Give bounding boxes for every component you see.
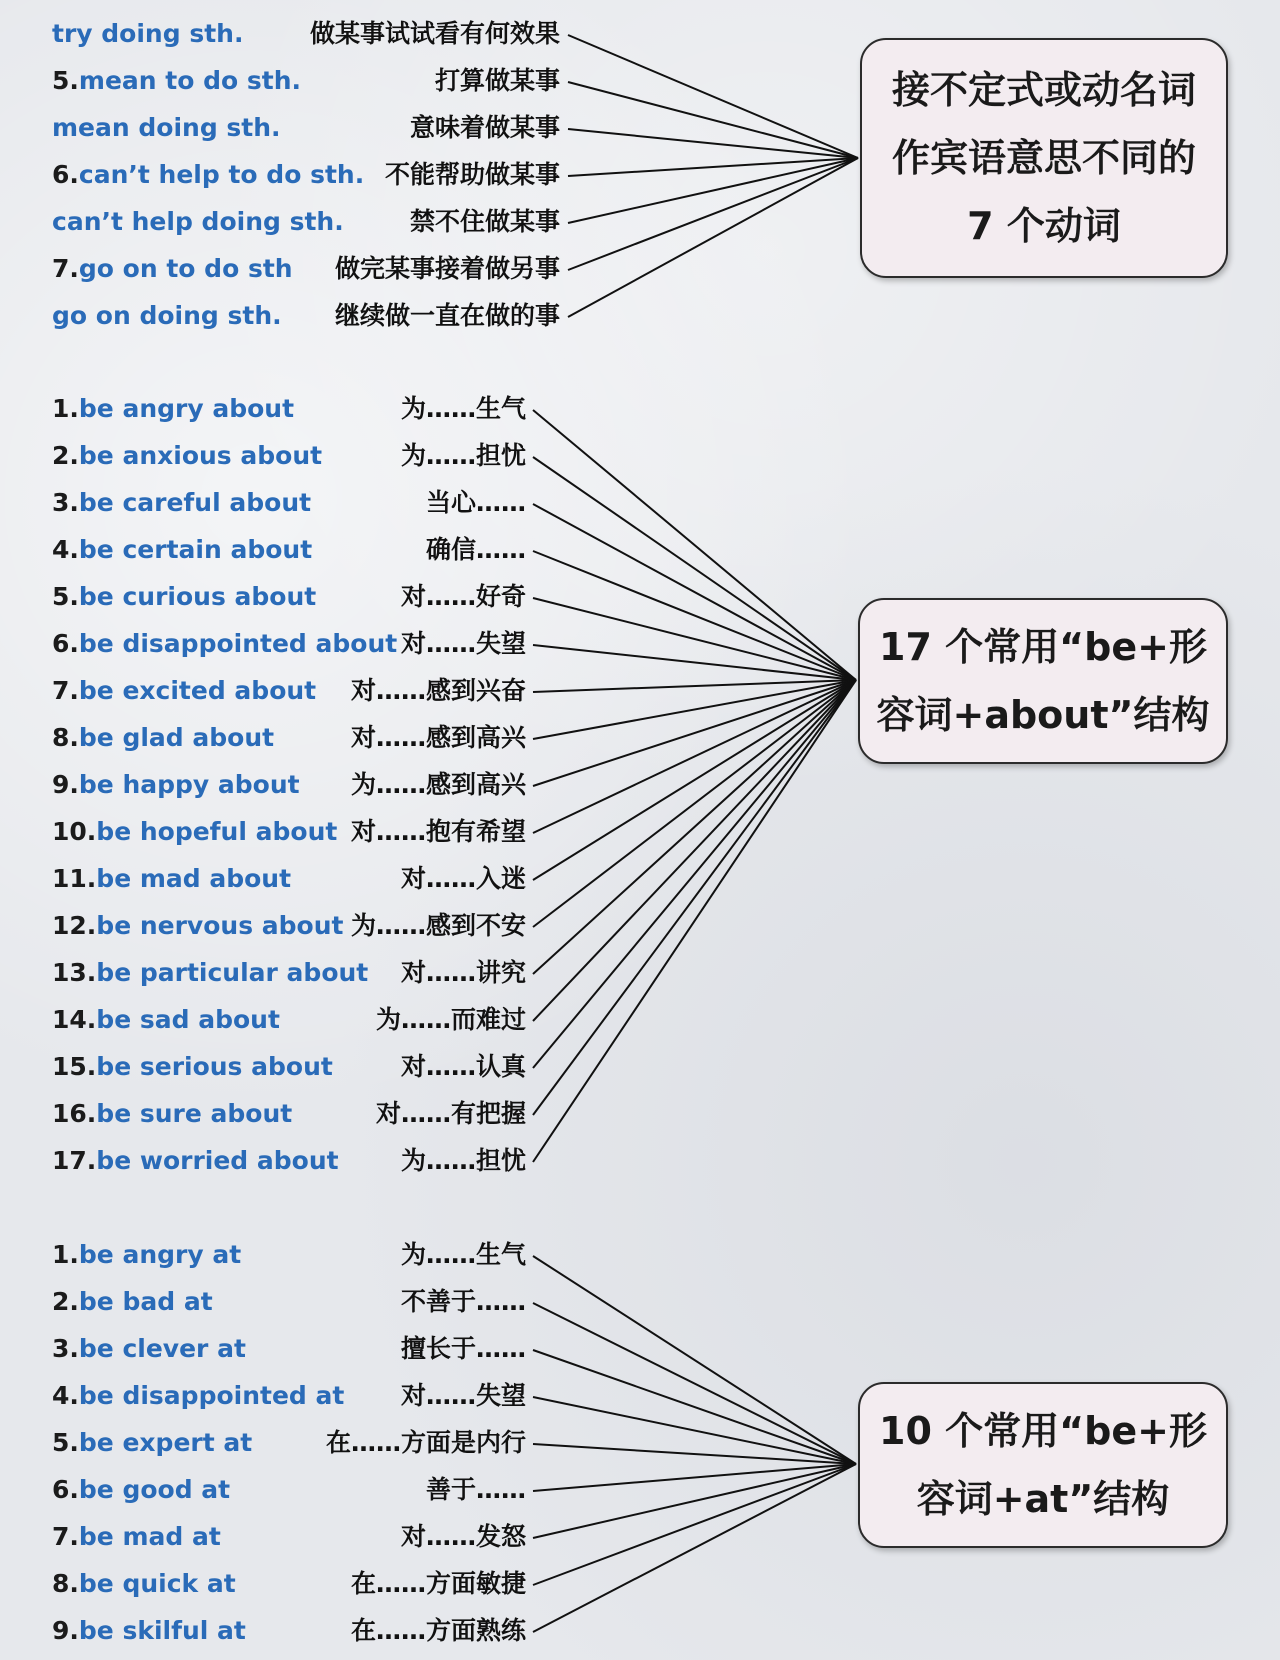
- at-row: [0, 1611, 530, 1651]
- item-number: 15.: [52, 1052, 97, 1081]
- verb-row: [0, 108, 564, 148]
- connector-line: [533, 680, 856, 833]
- english-phrase: [52, 530, 312, 570]
- connector-line: [533, 680, 856, 1115]
- item-number: 1.: [52, 394, 79, 423]
- phrase-text: be mad at: [78, 1522, 221, 1551]
- connector-line: [568, 82, 858, 158]
- phrase-text: mean doing sth.: [52, 113, 281, 142]
- connector-line: [533, 680, 856, 1162]
- verb-row: [0, 296, 564, 336]
- phrase-text: be quick at: [78, 1569, 236, 1598]
- english-phrase: [52, 249, 293, 289]
- english-phrase: [52, 1423, 252, 1463]
- item-number: 13.: [52, 958, 97, 987]
- english-phrase: [52, 296, 282, 336]
- english-phrase: [52, 483, 311, 523]
- at-row: [0, 1235, 530, 1275]
- phrase-text: be sure about: [96, 1099, 293, 1128]
- at-row: [0, 1282, 530, 1322]
- item-number: 9.: [52, 1616, 79, 1645]
- item-number: 6.: [52, 1475, 79, 1504]
- chinese-meaning: 在……方面敏捷: [350, 1569, 526, 1598]
- at-row: [0, 1470, 530, 1510]
- connector-line: [533, 1256, 856, 1464]
- english-phrase: [52, 671, 316, 711]
- item-number: 5.: [52, 66, 79, 95]
- english-phrase: [52, 1517, 221, 1557]
- english-phrase: [52, 1564, 236, 1604]
- english-phrase: [52, 1047, 333, 1087]
- phrase-text: go on doing sth.: [52, 301, 282, 330]
- item-number: 5.: [52, 582, 79, 611]
- english-phrase: [52, 108, 281, 148]
- chinese-meaning: 禁不住做某事: [409, 207, 560, 236]
- connector-line: [568, 158, 858, 317]
- phrase-text: be glad about: [78, 723, 275, 752]
- box-seven-verbs: [860, 38, 1228, 278]
- connector-line: [533, 1464, 856, 1491]
- connector-line: [533, 645, 856, 680]
- item-number: 1.: [52, 1240, 79, 1269]
- phrase-text: be skilful at: [78, 1616, 246, 1645]
- item-number: 7.: [52, 676, 79, 705]
- at-row: [0, 1564, 530, 1604]
- about-row: [0, 812, 530, 852]
- item-number: 6.: [52, 629, 79, 658]
- chinese-meaning: 对……失望: [400, 1381, 526, 1410]
- about-row: [0, 483, 530, 523]
- item-number: 2.: [52, 1287, 79, 1316]
- phrase-text: be hopeful about: [96, 817, 338, 846]
- english-phrase: [52, 1470, 230, 1510]
- chinese-meaning: 在……方面熟练: [350, 1616, 526, 1645]
- phrase-text: be careful about: [78, 488, 312, 517]
- connector-line: [533, 1464, 856, 1538]
- verb-row: [0, 155, 564, 195]
- chinese-meaning: 为……感到不安: [350, 911, 526, 940]
- connector-line: [533, 680, 856, 927]
- english-phrase: [52, 859, 291, 899]
- about-row: [0, 718, 530, 758]
- chinese-meaning: 打算做某事: [434, 66, 560, 95]
- item-number: 4.: [52, 1381, 79, 1410]
- about-row: [0, 1047, 530, 1087]
- chinese-meaning: 对……入迷: [400, 864, 526, 893]
- english-phrase: [52, 14, 243, 54]
- english-phrase: [52, 953, 368, 993]
- verb-row: [0, 61, 564, 101]
- chinese-meaning: 不善于……: [400, 1287, 526, 1316]
- connector-line: [568, 35, 858, 158]
- chinese-meaning: 确信……: [425, 535, 526, 564]
- english-phrase: [52, 389, 294, 429]
- connector-line: [568, 129, 858, 158]
- connector-line: [533, 680, 856, 786]
- english-phrase: [52, 765, 300, 805]
- item-number: 16.: [52, 1099, 97, 1128]
- box-be-adj-about: [858, 598, 1228, 764]
- phrase-text: be nervous about: [96, 911, 344, 940]
- item-number: 14.: [52, 1005, 97, 1034]
- english-phrase: [52, 718, 274, 758]
- phrase-text: be clever at: [78, 1334, 246, 1363]
- item-number: 17.: [52, 1146, 97, 1175]
- chinese-meaning: 对……好奇: [400, 582, 526, 611]
- about-row: [0, 1000, 530, 1040]
- chinese-meaning: 对……认真: [400, 1052, 526, 1081]
- item-number: 7.: [52, 1522, 79, 1551]
- phrase-text: be good at: [78, 1475, 231, 1504]
- verb-row: [0, 202, 564, 242]
- box-be-adj-at: [858, 1382, 1228, 1548]
- connector-line: [533, 504, 856, 680]
- english-phrase: [52, 1376, 344, 1416]
- chinese-meaning: 为……生气: [400, 1240, 526, 1269]
- box-be-adj-at-line-2: 容词+at”结构: [916, 1477, 1170, 1521]
- chinese-meaning: 为……担忧: [400, 441, 526, 470]
- phrase-text: can’t help doing sth.: [52, 207, 344, 236]
- about-row: [0, 389, 530, 429]
- box-seven-verbs-line-2: 作宾语意思不同的: [891, 136, 1196, 180]
- english-phrase: [52, 61, 301, 101]
- english-phrase: [52, 1282, 213, 1322]
- about-row: [0, 530, 530, 570]
- connector-line: [533, 680, 856, 692]
- chinese-meaning: 做某事试试看有何效果: [309, 19, 560, 48]
- chinese-meaning: 对……失望: [400, 629, 526, 658]
- english-phrase: [52, 812, 337, 852]
- at-row: [0, 1517, 530, 1557]
- chinese-meaning: 对……有把握: [375, 1099, 526, 1128]
- about-row: [0, 1094, 530, 1134]
- english-phrase: [52, 1000, 280, 1040]
- about-row: [0, 624, 530, 664]
- at-row: [0, 1376, 530, 1416]
- chinese-meaning: 当心……: [425, 488, 526, 517]
- phrase-text: be anxious about: [78, 441, 323, 470]
- phrase-text: be expert at: [78, 1428, 253, 1457]
- phrase-text: be curious about: [78, 582, 317, 611]
- about-row: [0, 577, 530, 617]
- phrase-text: be happy about: [78, 770, 300, 799]
- phrase-text: be disappointed at: [78, 1381, 345, 1410]
- chinese-meaning: 对……感到高兴: [350, 723, 526, 752]
- at-row: [0, 1423, 530, 1463]
- about-row: [0, 953, 530, 993]
- item-number: 12.: [52, 911, 97, 940]
- box-seven-verbs-line-3: 7 个动词: [967, 204, 1121, 248]
- about-row: [0, 859, 530, 899]
- chinese-meaning: 对……发怒: [400, 1522, 526, 1551]
- english-phrase: [52, 1329, 246, 1369]
- english-phrase: [52, 155, 364, 195]
- chinese-meaning: 为……感到高兴: [350, 770, 526, 799]
- item-number: 9.: [52, 770, 79, 799]
- item-number: 3.: [52, 488, 79, 517]
- phrase-text: be angry at: [78, 1240, 242, 1269]
- english-phrase: [52, 1611, 246, 1651]
- about-row: [0, 765, 530, 805]
- chinese-meaning: 做完某事接着做另事: [334, 254, 560, 283]
- item-number: 5.: [52, 1428, 79, 1457]
- item-number: 8.: [52, 1569, 79, 1598]
- connector-line: [533, 1303, 856, 1464]
- phrase-text: be disappointed about: [78, 629, 398, 658]
- english-phrase: [52, 1235, 241, 1275]
- english-phrase: [52, 906, 343, 946]
- item-number: 3.: [52, 1334, 79, 1363]
- connector-line: [533, 1464, 856, 1632]
- chinese-meaning: 为……而难过: [375, 1005, 526, 1034]
- phrase-text: be mad about: [96, 864, 292, 893]
- box-be-adj-at-line-1: 10 个常用“be+形: [879, 1409, 1207, 1453]
- phrase-text: mean to do sth.: [78, 66, 302, 95]
- chinese-meaning: 对……感到兴奋: [350, 676, 526, 705]
- chinese-meaning: 为……生气: [400, 394, 526, 423]
- chinese-meaning: 对……讲究: [400, 958, 526, 987]
- item-number: 10.: [52, 817, 97, 846]
- item-number: 6.: [52, 160, 79, 189]
- about-row: [0, 1141, 530, 1181]
- phrase-text: be serious about: [96, 1052, 333, 1081]
- verb-row: [0, 14, 564, 54]
- phrase-text: can’t help to do sth.: [78, 160, 365, 189]
- chinese-meaning: 对……抱有希望: [350, 817, 526, 846]
- phrase-text: try doing sth.: [52, 19, 244, 48]
- about-row: [0, 436, 530, 476]
- chinese-meaning: 在……方面是内行: [325, 1428, 526, 1457]
- at-row: [0, 1329, 530, 1369]
- english-phrase: [52, 1094, 292, 1134]
- phrase-text: be worried about: [96, 1146, 339, 1175]
- verb-row: [0, 249, 564, 289]
- english-phrase: [52, 202, 344, 242]
- item-number: 11.: [52, 864, 97, 893]
- english-phrase: [52, 1141, 339, 1181]
- phrase-text: be certain about: [78, 535, 313, 564]
- english-phrase: [52, 624, 397, 664]
- connector-line: [533, 551, 856, 680]
- english-phrase: [52, 436, 322, 476]
- connector-line: [533, 680, 856, 974]
- connector-line: [533, 457, 856, 680]
- phrase-text: be particular about: [96, 958, 369, 987]
- item-number: 2.: [52, 441, 79, 470]
- chinese-meaning: 意味着做某事: [409, 113, 560, 142]
- english-phrase: [52, 577, 316, 617]
- phrase-text: be sad about: [96, 1005, 280, 1034]
- item-number: 4.: [52, 535, 79, 564]
- phrase-text: be bad at: [78, 1287, 213, 1316]
- about-row: [0, 906, 530, 946]
- box-be-adj-about-line-1: 17 个常用“be+形: [879, 625, 1207, 669]
- phrase-text: be angry about: [78, 394, 295, 423]
- item-number: 7.: [52, 254, 79, 283]
- chinese-meaning: 为……担忧: [400, 1146, 526, 1175]
- chinese-meaning: 擅长于……: [400, 1334, 526, 1363]
- about-row: [0, 671, 530, 711]
- box-seven-verbs-line-1: 接不定式或动名词: [891, 68, 1196, 112]
- connector-line: [533, 680, 856, 1068]
- phrase-text: be excited about: [78, 676, 317, 705]
- chinese-meaning: 继续做一直在做的事: [334, 301, 560, 330]
- box-be-adj-about-line-2: 容词+about”结构: [876, 693, 1210, 737]
- item-number: 8.: [52, 723, 79, 752]
- chinese-meaning: 善于……: [425, 1475, 526, 1504]
- connector-line: [533, 1464, 856, 1585]
- phrase-text: go on to do sth: [78, 254, 293, 283]
- chinese-meaning: 不能帮助做某事: [384, 160, 560, 189]
